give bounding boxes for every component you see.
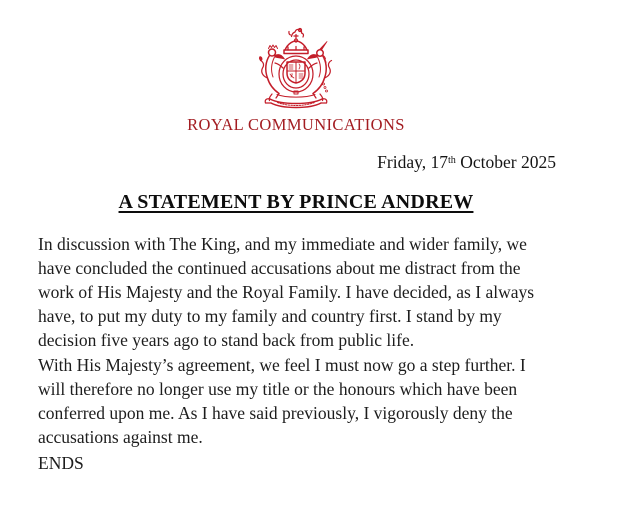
statement-title-text: A STATEMENT BY PRINCE ANDREW [118,191,474,213]
dateline-suffix: October 2025 [455,152,556,172]
dateline-ordinal: th [447,155,456,167]
paragraph-line: With His Majesty’s agreement, we feel I must now go a step further. I [38,355,526,375]
ends-label: ENDS [38,453,84,473]
statement-paragraph-1 [38,232,586,352]
paragraph-line: have, to put my duty to my family and country first. I stand by my [38,306,502,326]
paragraph-line: decision five years ago to stand back from public life. [38,330,415,350]
paragraph-line: In discussion with The King, and my immediate and wider family, we [38,234,527,254]
crest-motto-ribbon [265,95,327,108]
paragraph-line: conferred upon me. As I have said previously, I vigorously deny the [38,403,513,423]
paragraph-line: will therefore no longer use my title or the honours which have been [38,379,518,399]
paragraph-line: work of His Majesty and the Royal Family. I have decided, as I always [38,282,535,302]
crest-crown [284,35,308,54]
dateline-prefix: Friday, 17 [377,152,448,172]
statement-paragraph-2 [38,353,586,449]
crest-lion-supporter [259,45,284,101]
dateline [377,150,556,178]
royal-coat-of-arms-icon [246,24,346,112]
paragraph-line: have concluded the continued accusations about me distract from the [38,258,521,278]
masthead-royal-communications: ROYAL COMMUNICATIONS [187,115,405,134]
paragraph-line: accusations against me. [38,427,203,447]
statement-title [0,190,592,214]
crest-shield [287,62,305,83]
crest-unicorn-supporter [308,42,332,101]
